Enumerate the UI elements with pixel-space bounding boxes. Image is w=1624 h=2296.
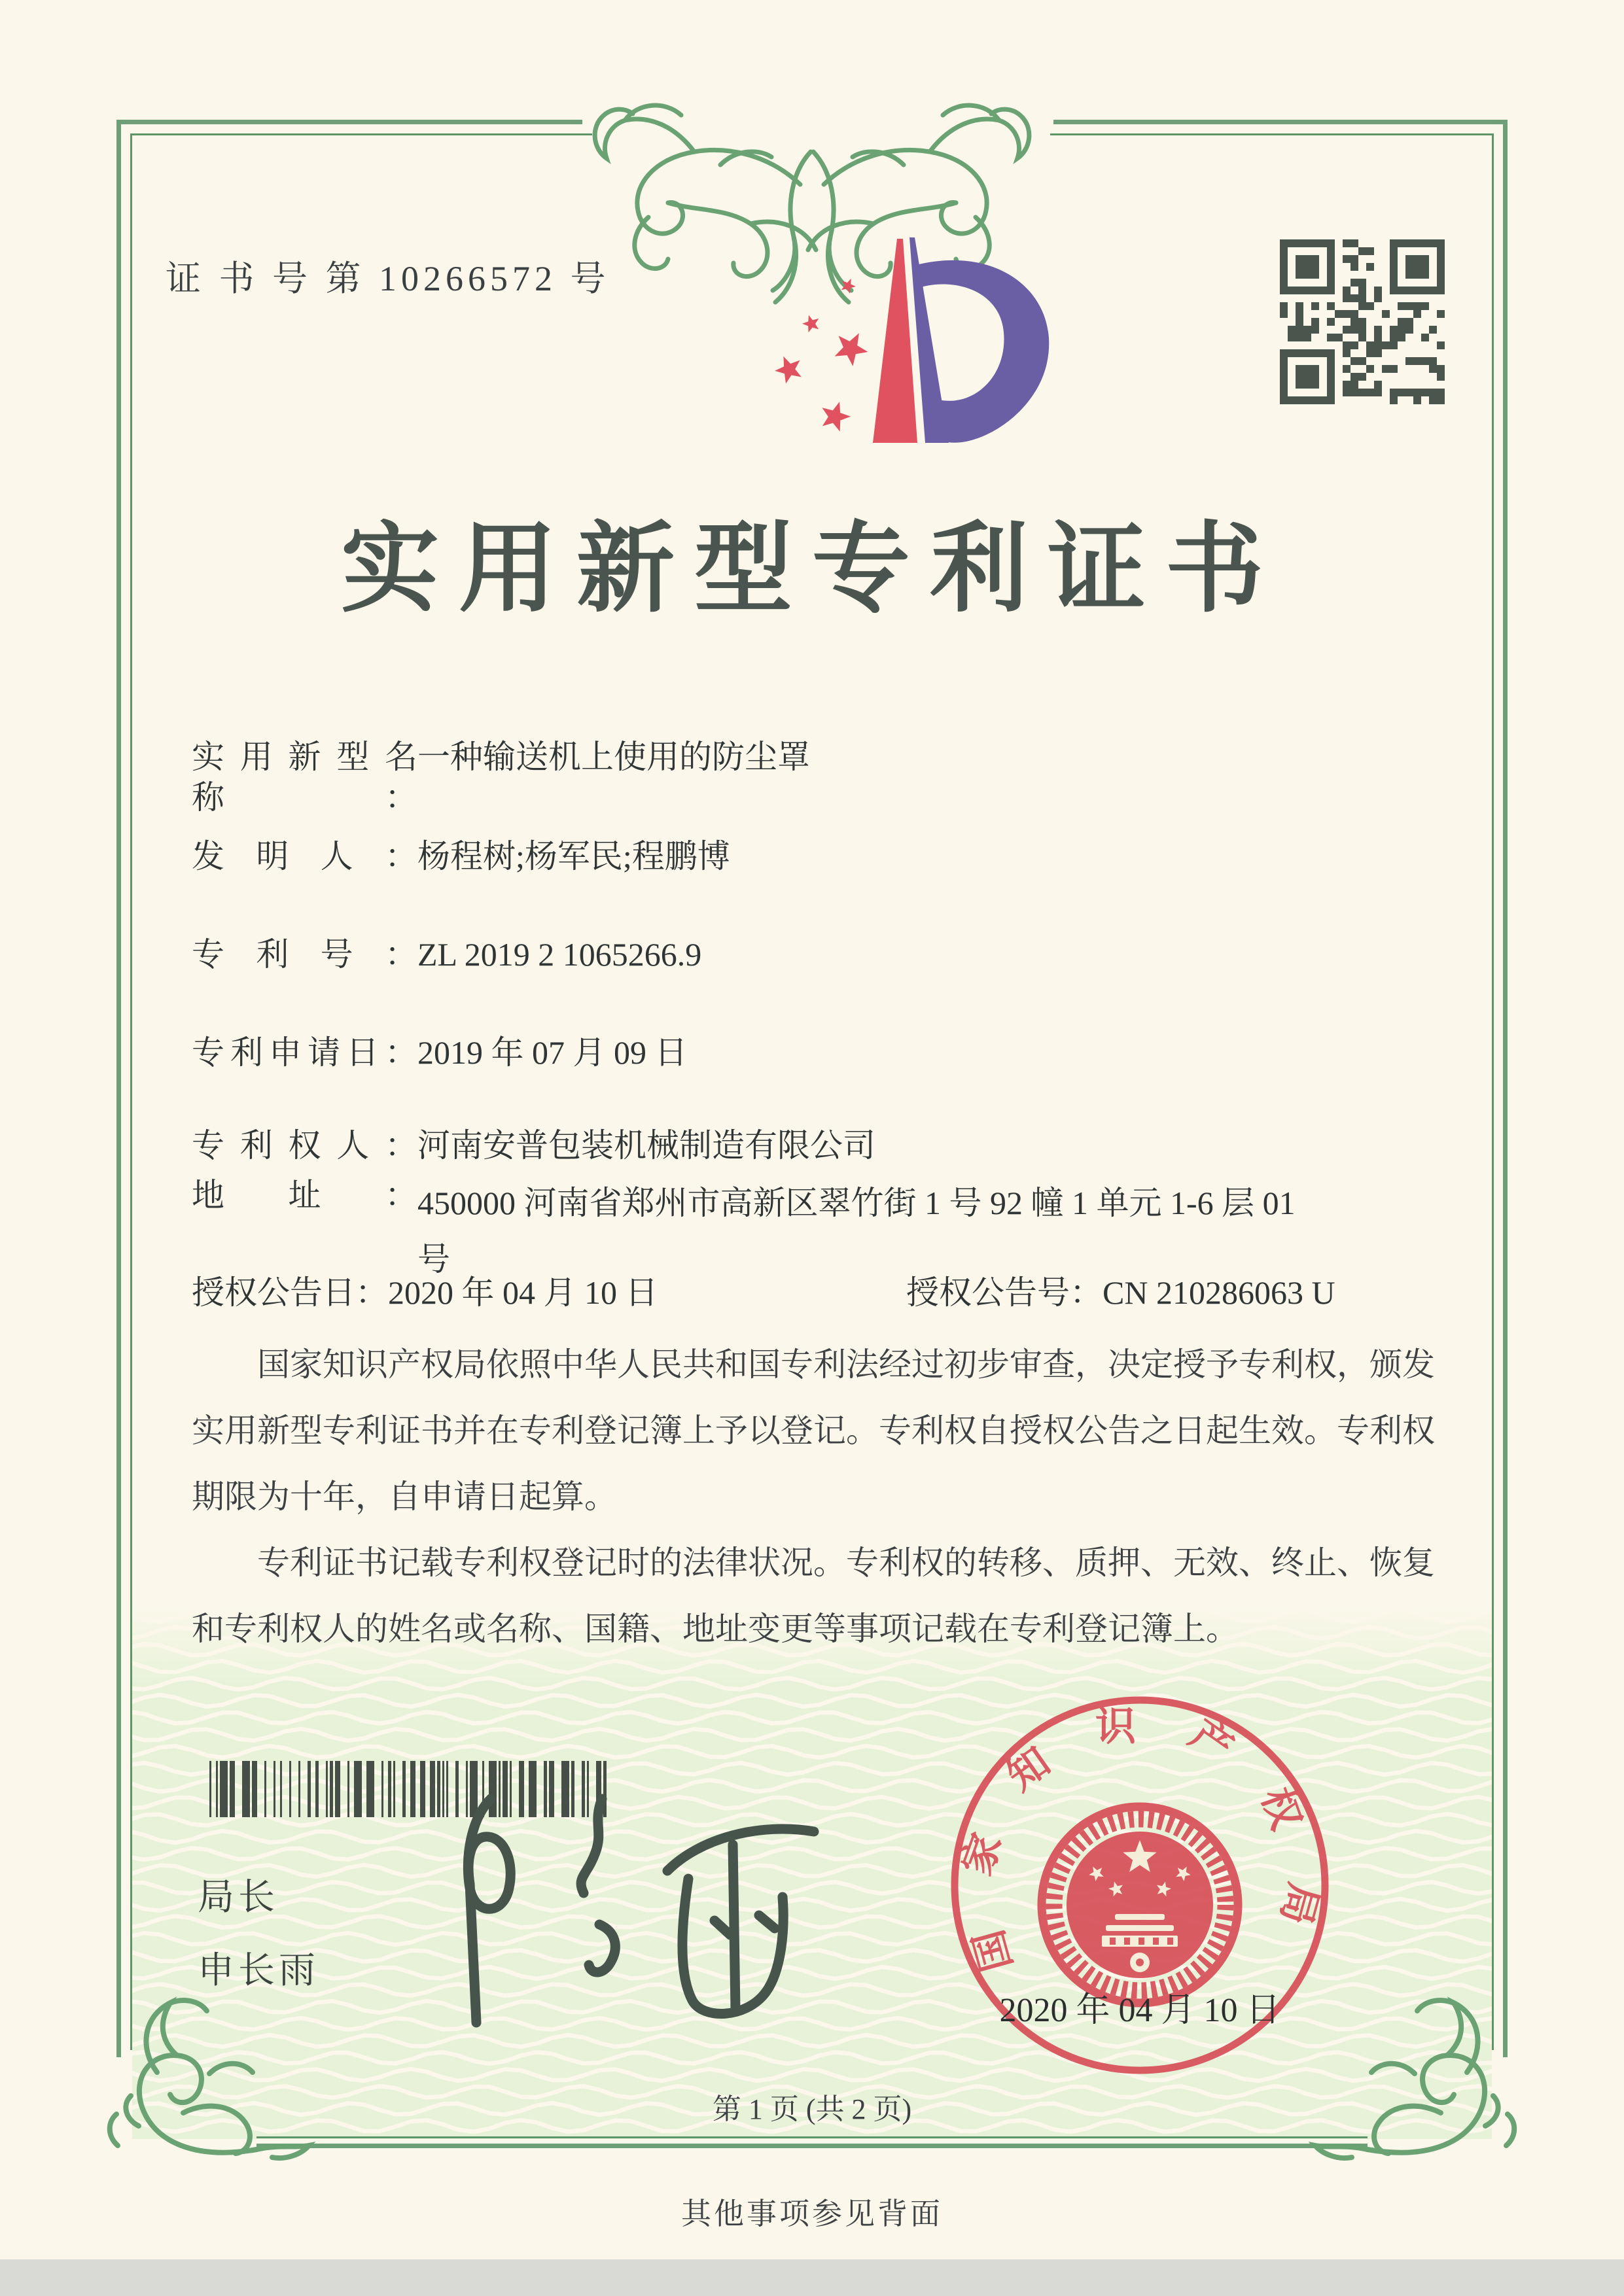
field-value: ZL 2019 2 1065266.9: [417, 936, 702, 973]
director-signature-icon: [393, 1760, 838, 2041]
field-value: 2020 年 04 月 10 日: [388, 1274, 658, 1311]
page-number: 第 1 页 (共 2 页): [712, 2093, 912, 2125]
seal-date: 2020 年 04 月 10 日: [999, 1992, 1280, 2029]
qr-code-icon: [1280, 239, 1445, 404]
scan-edge-strip: [0, 2259, 1624, 2296]
field-row-address: [192, 1175, 1434, 1287]
field-label: 发明人：: [192, 838, 417, 875]
bottom-left-ornament: [79, 1995, 327, 2166]
field-label: 专利号：: [192, 936, 417, 973]
field-value: 2019 年 07 月 09 日: [417, 1034, 688, 1071]
field-label: 实用新型名称：: [192, 739, 417, 816]
field-value: [417, 1175, 1434, 1287]
signer-title: 局长: [198, 1877, 279, 1918]
legal-paragraphs: [192, 1332, 1435, 1662]
frame-top-outer-right: [1053, 120, 1508, 124]
field-value: CN 210286063 U: [1103, 1274, 1335, 1311]
address-line-2: 号: [417, 1241, 450, 1278]
certificate-number: 证 书 号 第 10266572 号: [166, 259, 610, 298]
field-value: 一种输送机上使用的防尘罩: [417, 739, 810, 775]
seal-arc-text: 国家知识产权局: [953, 1704, 1326, 1976]
field-value: 杨程树;杨军民;程鹏博: [417, 838, 730, 875]
back-side-note: 其他事项参见背面: [681, 2197, 943, 2231]
cnipa-logo-icon: [738, 226, 1078, 455]
field-label: 专利申请日：: [192, 1034, 417, 1071]
frame-top-inner-right: [1050, 133, 1494, 135]
field-row-grant-date: [192, 1272, 846, 1313]
field-row-filing-date: [192, 1032, 1434, 1073]
field-row-grant-no: [906, 1272, 1495, 1313]
frame-left-outer: [116, 120, 121, 2057]
certificate-title: 实用新型专利证书: [340, 515, 1283, 624]
frame-bottom-inner: [256, 2136, 1368, 2138]
signer-name: 申长雨: [198, 1951, 319, 1991]
field-label: 地址：: [192, 1177, 417, 1213]
field-label: 授权公告日：: [192, 1274, 388, 1311]
logo-red-blade: [873, 239, 917, 443]
field-row-patent-no: [192, 934, 1434, 975]
frame-right-inner: [1492, 133, 1494, 2050]
frame-left-inner: [130, 133, 132, 2050]
field-row-inventor: [192, 836, 1434, 877]
field-row-name: [192, 737, 1434, 818]
field-value: 河南安普包装机械制造有限公司: [417, 1127, 875, 1164]
frame-bottom-outer: [256, 2144, 1368, 2148]
frame-top-outer-left: [116, 120, 582, 124]
field-row-patentee: [192, 1125, 1434, 1166]
frame-right-outer: [1503, 120, 1508, 2057]
seal-national-emblem: [1042, 1807, 1238, 2003]
field-label: 专利权人：: [192, 1127, 417, 1164]
field-label: 授权公告号：: [906, 1274, 1103, 1311]
paragraph-register-statement: 专利证书记载专利权登记时的法律状况。专利权的转移、质押、无效、终止、恢复和专利权人的姓名或名称、国籍、地址变更等事项记载在专利登记簿上。: [192, 1544, 1435, 1647]
paragraph-grant-statement: 国家知识产权局依照中华人民共和国专利法经过初步审查，决定授予专利权，颁发实用新型专利证书并在专利登记簿上予以登记。专利权自授权公告之日起生效。专利权期限为十年，自申请日起算。: [192, 1346, 1435, 1515]
frame-top-inner-left: [130, 133, 592, 135]
address-line-1: 450000 河南省郑州市高新区翠竹街 1 号 92 幢 1 单元 1-6 层 01: [417, 1185, 1296, 1221]
